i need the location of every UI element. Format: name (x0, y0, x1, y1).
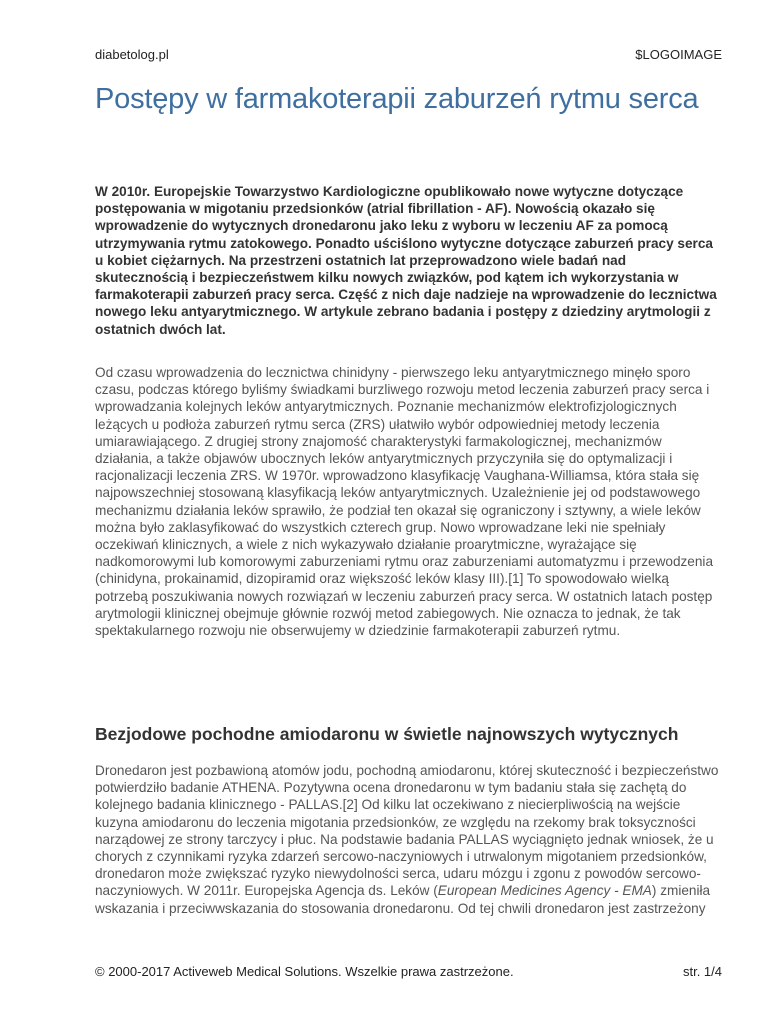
site-name: diabetolog.pl (95, 47, 169, 62)
paragraph-2-italic-term: European Medicines Agency - EMA (437, 883, 652, 899)
document-page (95, 0, 722, 1024)
logo-placeholder: $LOGOIMAGE (635, 47, 722, 62)
article-title: Postępy w farmakoterapii zaburzeń rytmu serca (95, 83, 699, 115)
copyright-text: © 2000-2017 Activeweb Medical Solutions. Wszelkie prawa zastrzeżone. (95, 964, 514, 979)
article-paragraph-1: Od czasu wprowadzenia do lecznictwa chinidyny - pierwszego leku antyarytmicznego minęło sporo czasu, podczas którego byliśmy świadkami burzliwego rozwoju metod leczenia zaburzeń pracy serca i wprowadzania kolejnych leków antyarytmicznych. Poznanie mechanizmów elektrofizjologicznych leżących u podłoża zaburzeń rytmu serca (ZRS) ułatwiło wybór odpowiedniej metody leczenia umiarawiającego. Z drugiej strony znajomość charakterystyki farmakologicznej, mechanizmów działania, a także objawów ubocznych leków antyarytmicznych przyczyniła się do optymalizacji i racjonalizacji leczenia ZRS. W 1970r. wprowadzono klasyfikację Vaughana-Williamsa, która stała się najpowszechniej stosowaną klasyfikacją leków antyarytmicznych. Uzależnienie jej od podstawowego mechanizmu działania leków sprawiło, że podział ten okazał się ograniczony i sztywny, a wiele leków można było zaklasyfikować do wszystkich czterech grup. Nowo wprowadzane leki nie spełniały oczekiwań klinicznych, a wiele z nich wykazywało działanie proarytmiczne, wyrażające się nadkomorowymi lub komorowymi zaburzeniami rytmu oraz zaburzeniami automatyzmu i przewodzenia (chinidyna, prokainamid, dizopiramid oraz większość leków klasy III).[1] To spowodowało wielką potrzebą poszukiwania nowych rozwiązań w leczeniu zaburzeń pracy serca. W ostatnich latach postęp arytmologii klinicznej obejmuje głównie rozwój metod zabiegowych. Nie oznacza to jednak, że tak spektakularnego rozwoju nie obserwujemy w dziedzinie farmakoterapii zaburzeń rytmu. (95, 365, 713, 639)
page-footer (95, 964, 722, 982)
paragraph-2-text-start: Dronedaron jest pozbawioną atomów jodu, pochodną amiodaronu, której skuteczność i bezpieczeństwo potwierdziło badanie ATHENA. Pozytywna ocena dronedaronu w tym badaniu stała się zachętą do kolejnego badania klinicznego - PALLAS.[2] Od kilku lat oczekiwano z niecierpliwością na wejście kuzyna amiodaronu do leczenia migotania przedsionków, ze względu na rzekomy brak toksyczności narządowej ze strony tarczycy i płuc. Na podstawie badania PALLAS wyciągnięto jednak wniosek, że u chorych z czynnikami ryzyka zdarzeń sercowo-naczyniowych i utrwalonym migotaniem przedsionków, dronedaron może zwiększać ryzyko niewydolności serca, udaru mózgu i zgonu z powodów sercowo-naczyniowych. W 2011r. Europejska Agencja ds. Leków ( (95, 763, 719, 899)
page-header (95, 47, 722, 65)
article-lead: W 2010r. Europejskie Towarzystwo Kardiologiczne opublikowało nowe wytyczne dotyczące postępowania w migotaniu przedsionków (atrial fibrillation - AF). Nowością okazało się wprowadzenie do wytycznych dronedaronu jako leku z wyboru w leczeniu AF za pomocą utrzymywania rytmu zatokowego. Ponadto uściślono wytyczne dotyczące zaburzeń pracy serca u kobiet ciężarnych. Na przestrzeni ostatnich lat przeprowadzono wiele badań nad skutecznością i bezpieczeństwem kilku nowych związków, pod kątem ich wykorzystania w farmakoterapii zaburzeń pracy serca. Część z nich daje nadzieje na wprowadzenie do lecznictwa nowego leku antyarytmicznego. W artykule zebrano badania i postępy z dziedziny arytmologii z ostatnich dwóch lat. (95, 184, 717, 337)
paragraph-2-text-end: ) zmieniła wskazania i przeciwwskazania do stosowania dronedaronu. Od tej chwili dronedaron jest zastrzeżony (95, 883, 711, 916)
article-paragraph-2 (95, 762, 722, 917)
page-number: str. 1/4 (682, 964, 722, 979)
section-heading: Bezjodowe pochodne amiodaronu w świetle najnowszych wytycznych (95, 724, 679, 744)
